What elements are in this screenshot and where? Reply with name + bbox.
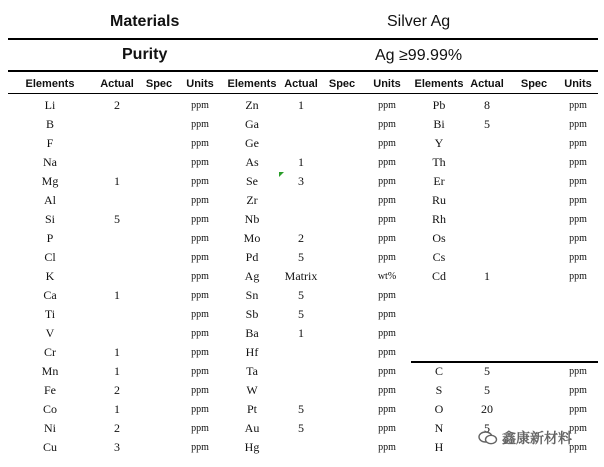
actual-value: 1 [114, 402, 120, 416]
element-symbol: W [246, 383, 258, 397]
unit-value: ppm [191, 157, 209, 168]
unit-value: ppm [191, 442, 209, 453]
unit-value: ppm [191, 176, 209, 187]
unit-value: ppm [191, 385, 209, 396]
unit-value: ppm [569, 119, 587, 130]
materials-label: Materials [110, 13, 180, 30]
actual-value: 1 [114, 174, 120, 188]
unit-value: ppm [191, 423, 209, 434]
element-symbol: Cs [432, 250, 446, 264]
actual-value: Matrix [284, 269, 318, 283]
unit-value: ppm [191, 100, 209, 111]
element-symbol: K [45, 269, 55, 283]
col-header-units-3: Units [564, 78, 592, 90]
unit-value: ppm [378, 309, 396, 320]
actual-value: 20 [481, 402, 493, 416]
unit-value: ppm [191, 214, 209, 225]
element-symbol: Er [433, 174, 445, 188]
col-header-units-1: Units [186, 78, 214, 90]
actual-value: 3 [114, 440, 120, 454]
element-symbol: Se [246, 174, 258, 188]
actual-value: 1 [298, 155, 304, 169]
col-header-spec-2: Spec [328, 78, 356, 90]
table-top-border [8, 70, 598, 72]
unit-value: ppm [569, 214, 587, 225]
element-symbol: As [245, 155, 259, 169]
unit-value: ppm [378, 442, 396, 453]
element-symbol: Fe [44, 383, 56, 397]
unit-value: ppm [378, 385, 396, 396]
unit-value: ppm [378, 290, 396, 301]
actual-value: 5 [484, 421, 490, 435]
element-symbol: H [434, 440, 444, 454]
col-header-actual-1: Actual [100, 78, 134, 90]
purity-value: Ag ≥99.99% [375, 47, 463, 64]
unit-value: ppm [378, 252, 396, 263]
unit-value: ppm [569, 195, 587, 206]
actual-value: 5 [298, 250, 304, 264]
element-symbol: P [46, 231, 54, 245]
element-symbol: Mn [41, 364, 59, 378]
unit-value: ppm [378, 233, 396, 244]
unit-value: ppm [569, 100, 587, 111]
unit-value: ppm [191, 309, 209, 320]
unit-value: ppm [191, 328, 209, 339]
element-symbol: Ni [44, 421, 56, 435]
actual-value: 5 [484, 117, 490, 131]
element-symbol: Zr [246, 193, 258, 207]
unit-value: ppm [569, 176, 587, 187]
watermark [478, 428, 572, 448]
actual-value: 8 [484, 98, 490, 112]
element-symbol: N [434, 421, 444, 435]
element-symbol: Ca [43, 288, 57, 302]
element-symbol: Co [42, 402, 58, 416]
element-symbol: Na [43, 155, 57, 169]
element-symbol: Si [44, 212, 56, 226]
unit-value: ppm [378, 176, 396, 187]
actual-value: 2 [114, 98, 120, 112]
actual-value: 5 [298, 307, 304, 321]
unit-value: ppm [191, 347, 209, 358]
element-symbol: Ga [245, 117, 259, 131]
actual-value: 1 [484, 269, 490, 283]
col-header-actual-2: Actual [284, 78, 318, 90]
col-header-spec-3: Spec [520, 78, 548, 90]
unit-value: ppm [569, 423, 587, 434]
unit-value: ppm [378, 195, 396, 206]
unit-value: ppm [378, 404, 396, 415]
unit-value: ppm [569, 138, 587, 149]
actual-value: 5 [484, 383, 490, 397]
actual-value: 2 [298, 231, 304, 245]
header-divider [8, 38, 598, 40]
unit-value: ppm [191, 195, 209, 206]
unit-value: ppm [191, 404, 209, 415]
actual-value: 5 [114, 212, 120, 226]
unit-value: wt% [377, 271, 397, 282]
unit-value: ppm [378, 423, 396, 434]
col-header-elements-2: Elements [227, 78, 277, 90]
unit-value: ppm [569, 252, 587, 263]
element-symbol: Sn [245, 288, 259, 302]
element-symbol: Au [244, 421, 260, 435]
unit-value: ppm [378, 214, 396, 225]
element-symbol: Cd [431, 269, 447, 283]
element-symbol: Ru [431, 193, 447, 207]
unit-value: ppm [191, 290, 209, 301]
element-symbol: Rh [431, 212, 447, 226]
element-symbol: C [434, 364, 444, 378]
element-symbol: O [434, 402, 444, 416]
element-symbol: Cr [44, 345, 56, 359]
unit-value: ppm [378, 347, 396, 358]
watermark-text: 鑫康新材料 [502, 431, 572, 447]
unit-value: ppm [191, 119, 209, 130]
actual-value: 3 [298, 174, 304, 188]
element-symbol: Cu [42, 440, 58, 454]
materials-value: Silver Ag [387, 13, 451, 30]
actual-value: 5 [298, 288, 304, 302]
element-symbol: Ta [246, 364, 258, 378]
col-header-elements-3: Elements [414, 78, 464, 90]
unit-value: ppm [569, 271, 587, 282]
col-header-spec-1: Spec [145, 78, 173, 90]
col-header-units-2: Units [373, 78, 401, 90]
element-symbol: Bi [433, 117, 445, 131]
element-symbol: Os [432, 231, 446, 245]
element-symbol: Mg [41, 174, 59, 188]
unit-value: ppm [569, 233, 587, 244]
element-symbol: Zn [245, 98, 259, 112]
unit-value: ppm [569, 385, 587, 396]
actual-value: 5 [484, 364, 490, 378]
element-symbol: Pt [246, 402, 258, 416]
col-header-elements-1: Elements [25, 78, 75, 90]
unit-value: ppm [191, 271, 209, 282]
element-symbol: Sb [245, 307, 259, 321]
element-symbol: Hf [245, 345, 259, 359]
element-symbol: Nb [244, 212, 260, 226]
element-symbol: F [46, 136, 54, 150]
actual-value: 1 [298, 98, 304, 112]
unit-value: ppm [378, 366, 396, 377]
actual-value: 1 [114, 288, 120, 302]
unit-value: ppm [191, 252, 209, 263]
unit-value: ppm [191, 233, 209, 244]
unit-value: ppm [191, 366, 209, 377]
unit-value: ppm [569, 366, 587, 377]
unit-value: ppm [378, 119, 396, 130]
gas-section-divider [411, 361, 598, 363]
element-symbol: Ag [244, 269, 260, 283]
actual-value: 1 [114, 345, 120, 359]
element-symbol: V [45, 326, 55, 340]
actual-value: 5 [298, 402, 304, 416]
element-symbol: Ba [245, 326, 259, 340]
element-symbol: Al [44, 193, 56, 207]
purity-label: Purity [122, 46, 168, 63]
col-header-actual-3: Actual [470, 78, 504, 90]
unit-value: ppm [569, 157, 587, 168]
element-symbol: Ge [245, 136, 259, 150]
element-symbol: Ti [44, 307, 56, 321]
wechat-icon [478, 431, 498, 445]
actual-value: 2 [114, 383, 120, 397]
actual-value: 2 [114, 421, 120, 435]
element-symbol: Pd [245, 250, 259, 264]
element-symbol: Cl [44, 250, 56, 264]
actual-value: 1 [298, 326, 304, 340]
element-symbol: S [435, 383, 443, 397]
column-header-divider [8, 93, 598, 94]
actual-value: 1 [114, 364, 120, 378]
unit-value: ppm [378, 138, 396, 149]
unit-value: ppm [569, 442, 587, 453]
element-symbol: Pb [432, 98, 446, 112]
cell-comment-marker [279, 172, 284, 177]
element-symbol: B [45, 117, 55, 131]
element-symbol: Th [432, 155, 446, 169]
element-symbol: Y [434, 136, 444, 150]
element-symbol: Li [44, 98, 56, 112]
unit-value: ppm [378, 157, 396, 168]
unit-value: ppm [569, 404, 587, 415]
unit-value: ppm [378, 328, 396, 339]
element-symbol: Hg [244, 440, 260, 454]
actual-value: 5 [298, 421, 304, 435]
element-symbol: Mo [243, 231, 261, 245]
unit-value: ppm [191, 138, 209, 149]
unit-value: ppm [378, 100, 396, 111]
